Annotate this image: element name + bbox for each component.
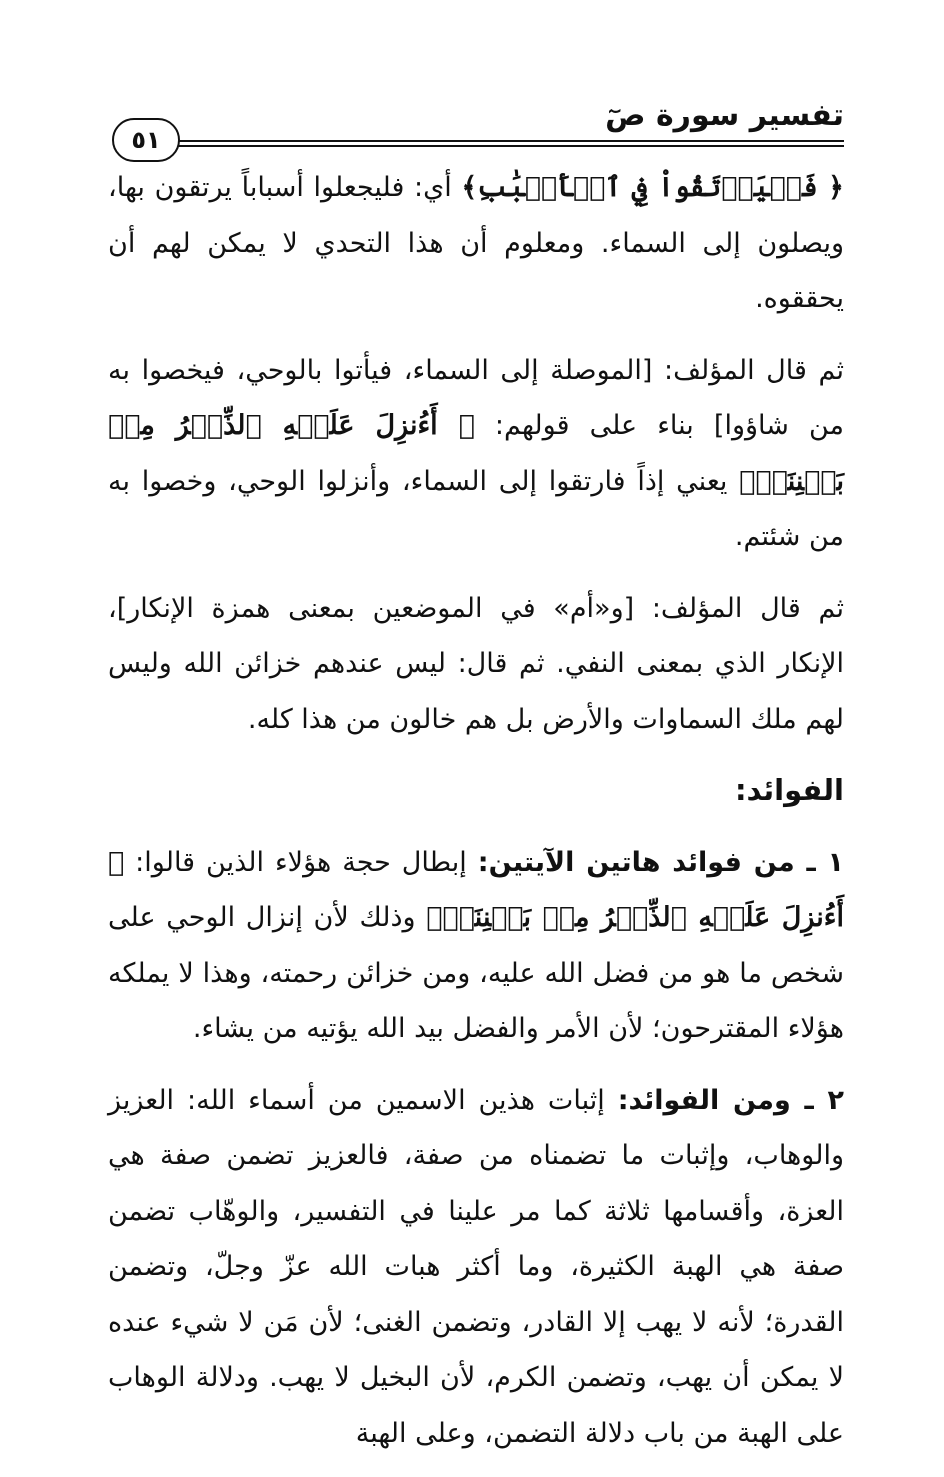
paragraph-text: ثم قال المؤلف: [الموصلة إلى السماء، فيأتوا بالوحي، فيخصوا به من شاؤوا] بناء على قولهم: bbox=[108, 354, 844, 441]
benefits-heading: الفوائد: bbox=[734, 773, 844, 807]
quran-verse: ﴿ أَءُنزِلَ عَلَيۡهِ ٱلذِّكۡرُ مِنۢ بَيۡنِنَاۚ﴾ bbox=[108, 410, 844, 497]
paragraph-text: أي: فليجعلوا أسباباً يرتقون بها، ويصلون إلى السماء. ومعلوم أن هذا التحدي لا يمكن لهم أن يحققوه. bbox=[108, 172, 844, 314]
benefit-text: إثبات هذين الاسمين من أسماء الله: العزيز والوهاب، وإثبات ما تضمناه من صفة، فالعزيز تضمن صفة هي العزة، وأقسامها ثلاثة كما مر علينا في التفسير، والوهّاب تضمن صفة هي الهبة الكثيرة، وما أكثر هبات الله عزّ وجلّ، وتضمن القدرة؛ لأنه لا يهب إلا القادر، وتضمن الغنى؛ لأن مَن لا شيء عنده لا يمكن أن يهب، وتضمن الكرم، لأن البخيل لا يهب. ودلالة الوهاب على الهبة من باب دلالة التضمن، وعلى الهبة bbox=[108, 1084, 844, 1449]
quran-verse: ﴿ فَلۡيَرۡتَقُواْ فِي ٱلۡأَسۡبَٰبِ﴾ bbox=[461, 172, 844, 203]
page-header bbox=[112, 96, 844, 156]
quran-verse: ﴿ أَءُنزِلَ عَلَيۡهِ ٱلذِّكۡرُ مِنۢ بَيۡنِنَاۚ﴾ bbox=[108, 846, 844, 933]
paragraph-text: ثم قال المؤلف: [و«أم» في الموضعين بمعنى همزة الإنكار]، الإنكار الذي بمعنى النفي. ثم قال: ليس عندهم خزائن الله وليس لهم ملك السماوات والأرض بل هم خالون من هذا كله. bbox=[108, 592, 844, 735]
benefit-1 bbox=[108, 835, 844, 1057]
benefit-lead: ١ ـ من فوائد هاتين الآيتين: bbox=[477, 846, 844, 878]
benefit-lead: ٢ ـ ومن الفوائد: bbox=[617, 1084, 845, 1116]
page-body bbox=[108, 160, 844, 1477]
header-rule bbox=[174, 140, 844, 142]
benefit-text: وذلك لأن إنزال الوحي على شخص ما هو من فضل الله عليه، ومن خزائن رحمته، وهذا لا يملكه هؤلاء المقترحون؛ لأن الأمر والفضل بيد الله يؤتيه من يشاء. bbox=[108, 902, 844, 1044]
page-number: ٥١ bbox=[112, 118, 180, 162]
benefit-text: إبطال حجة هؤلاء الذين قالوا: bbox=[124, 846, 478, 878]
paragraph-text: يعني إذاً فارتقوا إلى السماء، وأنزلوا الوحي، وخصوا به من شئتم. bbox=[108, 465, 844, 552]
paragraph-2 bbox=[108, 343, 844, 565]
paragraph-1 bbox=[108, 160, 844, 327]
paragraph-3 bbox=[108, 581, 844, 748]
running-title: تفسير سورة صٓ bbox=[605, 98, 844, 133]
header-rule-double bbox=[174, 145, 844, 147]
benefit-2 bbox=[108, 1073, 844, 1462]
